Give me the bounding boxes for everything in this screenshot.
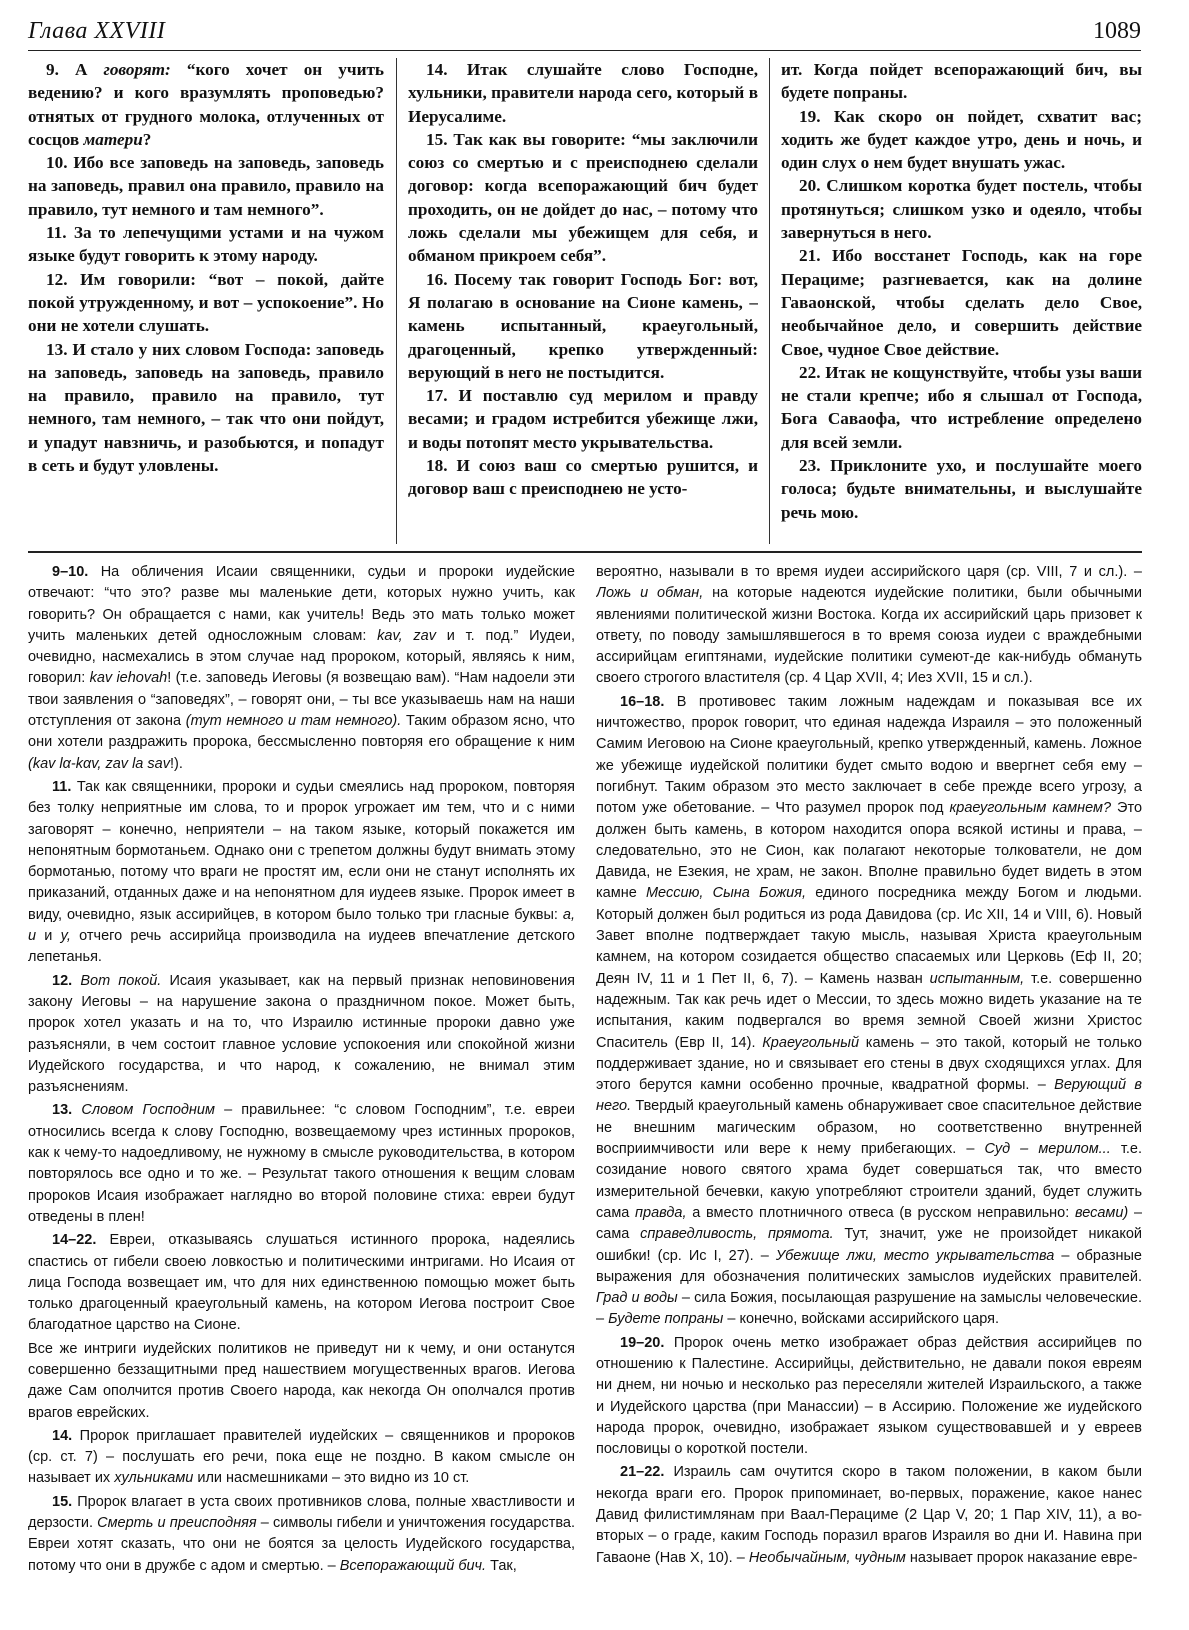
verse-number: 18. <box>426 456 448 476</box>
italic-text: правда, <box>635 1204 687 1221</box>
text-run: Все же интриги иудейских политиков не приведут ни к чему, и они останутся совершенно беззащитными пред нашествием могущественных врагов. Иегова даже Сам ополчится против Своего народа, как некогда Он ополчался против врагов еврейских. <box>28 1340 575 1421</box>
verse-number: 14–22. <box>52 1232 97 1249</box>
text-run: Как скоро он пойдет, схватит вас; ходить же будет каждое утро, день и ночь, и один слух о нем будет внушать ужас. <box>781 106 1142 173</box>
text-run: камень – это такой, который не только поддерживает здание, но и связывает его стены в двух сходящихся углах. Для этого берутся камни особенно прочные, квадратной формы. – <box>596 1034 1142 1094</box>
commentary-left-column <box>28 562 575 1622</box>
bible-column-2 <box>408 58 758 544</box>
italic-text: Краеугольный <box>762 1034 860 1051</box>
bible-text <box>28 58 1142 544</box>
text-run: т.е. совершенно надежным. Так как речь идет о Мессии, то здесь можно видеть указание на те испытания, каким подвергался во время земной Своей жизни Христос Спаситель (Евр II, 14). <box>596 970 1142 1051</box>
section-divider <box>28 551 1142 553</box>
italic-text: (kav lα-kαv, zav la sav <box>28 755 170 772</box>
text-run: а вместо плотничного отвеса (в русском неправильно: <box>686 1204 1075 1221</box>
text-run: Ибо все заповедь на заповедь, заповедь на заповедь, правил она правило, правило на правило, тут немного и там немного”. <box>28 153 384 219</box>
italic-text: kav, zav <box>377 627 436 644</box>
paragraph <box>28 1230 575 1336</box>
italic-text: весами) <box>1074 1204 1129 1221</box>
italic-text: Всепоражающий бич. <box>339 1557 487 1574</box>
text-run: Таким образом ясно, что они хотели раздражить пророка, бессмысленно повторяя его обращение к ним <box>28 713 575 751</box>
text-run: Итак слушайте слово Господне, хульники, правители народа сего, который в Иерусалиме. <box>408 60 758 126</box>
paragraph <box>28 268 384 338</box>
paragraph <box>28 971 575 1099</box>
italic-text: хульниками <box>114 1470 194 1487</box>
verse-number: 15. <box>52 1493 73 1510</box>
text-run: и т. под.” Иудеи, очевидно, насмехались в этом случае над пророком, который, являясь к ним, говорил: <box>28 627 575 687</box>
italic-text: kav iehovah <box>89 670 168 687</box>
text-run: В противовес таким ложным надеждам и показывая все их ничтожество, пророк говорит, что единая надежда Израиля – это положенный Самим Иеговою на Сионе краеугольный, крепко утвержденный, камень. Ложное же убежище иудейской политики будет смыто водою и ввергнет себя ему – погибнут. Таким образом это место заключает в себе прежде всего угрозу, а потом уже обетование. – Что разумел пророк под <box>596 693 1142 817</box>
running-header <box>28 16 1141 51</box>
text-run: Евреи, отказываясь слушаться истинного пророка, надеялись спастись от гибели своею ловкостью и политическими интригами. Но Исаия от лица Господа возвещает им, что для них единственною помощью может быть только драгоценный краеугольный камень, на котором Иегова построит Свое благодатное царство на Сионе. <box>28 1232 575 1334</box>
text-run: – правильнее: “с словом Господним”, т.е. евреи относились всегда к слову Господню, возвещаемому чрез истинных пророков, как к чему-то надоедливому, не нужному в смысле руководительства, в котором повторялось все одно и то же. – Результат такого отношения к вещим словам пророков Исаия изображает наглядно во второй половине стиха: евреи будут отведены в плен! <box>28 1102 575 1225</box>
italic-text: краеугольным камнем? <box>949 800 1112 817</box>
text-run: Так как вы говорите: “мы заключили союз со смертью и с преисподнею сделали договор: когда всепоражающий бич будет проходить, он не дойдет до нас, – потому что ложь сделали мы убежищем для себя, и обманом прикроем себя”. <box>408 129 758 266</box>
text-run: !). <box>169 755 183 772</box>
verse-number: 10. <box>46 153 68 173</box>
verse-number: 19–20. <box>620 1334 665 1351</box>
verse-number: 21. <box>799 246 821 266</box>
italic-text: Будете попраны <box>608 1311 724 1328</box>
italic-text: справедливость, прямота. <box>640 1226 834 1243</box>
italic-text: у, <box>60 928 71 945</box>
paragraph <box>408 128 758 268</box>
verse-number: 13. <box>46 339 68 359</box>
commentary-right-column <box>596 562 1142 1622</box>
paragraph <box>781 174 1142 244</box>
italic-text: а, и <box>28 906 575 945</box>
paragraph <box>781 58 1142 105</box>
text-run: Приклоните ухо, и послушайте моего голоса; будьте внимательны, и выслушайте речь мою. <box>781 456 1142 522</box>
text-run: Пророк влагает в уста своих противников слова, полные хвастливости и дерзости. <box>28 1493 575 1532</box>
column-divider <box>396 58 397 544</box>
text-run: ит. Когда пойдет всепоражающий бич, вы будете попраны. <box>781 60 1142 103</box>
italic-text: испытанным, <box>929 970 1025 987</box>
text-run: ? <box>142 129 152 149</box>
text-run: т.е. созидание нового святого храма будет совершаться так, что вместо измерительной бечевки, какую употребляют строители зданий, будет служить сама <box>596 1141 1142 1221</box>
paragraph <box>781 454 1142 524</box>
text-run <box>72 1102 81 1118</box>
text-run: Израиль сам очутится скоро в таком положении, в каком были некогда враги его. Пророк припоминает, во-первых, поражение, какое нанес Давид филистимлянам при Ваал-Перациме (2 Цар V, 20; 1 Пар XIV, 11), а во-вторых – о граде, каким Господь поразил врагов Израиля во дни И. Навина при Гаваоне (Нав X, 10). – <box>596 1464 1142 1566</box>
bible-column-1 <box>28 58 384 544</box>
italic-text: Суд – мерилом... <box>984 1141 1111 1158</box>
paragraph <box>596 562 1142 690</box>
text-run: Исаия указывает, как на первый признак неповиновения закону Иеговы – на нарушение закона о праздничном покое. Может быть, пророк хотел указать и на то, что Израилю истинные пророки давно уже разъясняли, в чем состоит главное условие успокоения или спокойной жизни Иудейского государства, и что народ, к сожалению, не внимал этим разъяснениям. <box>28 972 575 1096</box>
verse-number: 23. <box>799 456 821 476</box>
italic-text: (тут немного и там немного). <box>185 713 402 730</box>
verse-number: 15. <box>426 129 448 149</box>
paragraph <box>28 1339 575 1424</box>
text-run: Пророк приглашает правителей иудейских – священников и пророков (ср. ст. 7) – послушать его речи, пока еще не поздно. В каком смысле он называет их <box>28 1427 575 1487</box>
paragraph <box>781 105 1142 175</box>
paragraph <box>408 58 758 128</box>
text-run: Им говорили: “вот – покой, дайте покой утружденному, и вот – успокоение”. Но они не хотели слушать. <box>28 269 384 336</box>
paragraph <box>28 1100 575 1228</box>
paragraph <box>28 1426 575 1490</box>
text-run: Твердый краеугольный камень обнаруживает свое спасительное действие не внешним магическим образом, но соответственно внутренней восприимчивости или вере к нему прибегающих. – <box>596 1098 1142 1158</box>
text-run: единого посредника между Богом и людьми. Который должен был родиться из рода Давидова (ср. Ис XII, 14 и VIII, 6). Новый Завет вполне подтверждает такую мысль, называя Христа краеугольным камнем, на котором созидается общество спасаемых или Церковь (Еф II, 20; Деян IV, 11 и 1 Пет II, 6, 7). – Камень назван <box>596 885 1142 987</box>
text-run: и <box>36 928 61 945</box>
text-run: И поставлю суд мерилом и правду весами; и градом истребится убежище лжи, и воды потопят место укрывательства. <box>408 386 758 452</box>
italic-text: Убежище лжи, место укрывательства <box>775 1247 1055 1264</box>
text-run: Ибо восстанет Господь, как на горе Перациме; разгневается, как на долине Гаваонской, чтобы сделать дело Свое, необычайное дело, и совершить действие Свое, чудное Свое действие. <box>781 246 1142 359</box>
paragraph <box>28 777 575 969</box>
paragraph <box>408 268 758 384</box>
text-run: На обличения Исаии священники, судьи и пророки иудейские отвечают: “что это? разве мы маленькие дети, которых нужно учить, как говорить? Он обращается с нами, как учитель! Ведь это мать только может учить маленьких детей односложным словам: <box>28 564 575 644</box>
paragraph <box>28 338 384 478</box>
page-number: 1089 <box>1093 18 1141 44</box>
text-run: Тут, значит, уже не произойдет никакой ошибки! (ср. Ис I, 27). – <box>596 1226 1142 1264</box>
italic-text: Вот покой. <box>80 972 162 989</box>
italic-text: говорят: <box>103 60 171 79</box>
verse-number: 16–18. <box>620 693 665 710</box>
paragraph <box>408 384 758 454</box>
text-run: Слишком коротка будет постель, чтобы протянуться; слишком узко и одеяло, чтобы завернуться в него. <box>781 176 1142 243</box>
paragraph <box>596 692 1142 1331</box>
text-run: Посему так говорит Господь Бог: вот, Я полагаю в основание на Сионе камень, – камень испытанный, краеугольный, драгоценный, крепко утвержденный: верующий в него не постыдится. <box>408 269 758 382</box>
text-run: “кого хочет он учить ведению? и кого вразумлять проповедью? отнятых от грудного молока, отлученных от сосцов <box>28 60 384 149</box>
text-run: называет пророк наказание евре- <box>905 1549 1138 1566</box>
text-run: – символы гибели и уничтожения государства. Евреи хотят сказать, что они не боятся за целость Иудейского государства, потому что они в дружбе с адом и смертью. – <box>28 1515 575 1574</box>
italic-text: Ложь и обман, <box>596 585 704 602</box>
paragraph <box>596 1462 1142 1568</box>
text-run: вероятно, называли в то время иудеи ассирийского царя (ср. VIII, 7 и сл.). – <box>596 564 1142 580</box>
verse-number: 13. <box>52 1102 73 1119</box>
text-run: – конечно, войсками ассирийского царя. <box>723 1311 1000 1328</box>
paragraph <box>408 454 758 501</box>
italic-text: Мессию, Сына Божия, <box>645 885 807 902</box>
verse-number: 11. <box>46 223 67 243</box>
chapter-title: Глава XXVIII <box>28 18 166 44</box>
italic-text: Необычайным, чудным <box>748 1549 906 1566</box>
verse-number: 9–10. <box>52 564 89 580</box>
text-run: Так, <box>486 1557 517 1574</box>
verse-number: 12. <box>46 269 68 289</box>
text-run: отчего речь ассирийца производила на иудеев впечатление детского лепетанья. <box>28 928 575 966</box>
paragraph <box>596 1333 1142 1461</box>
text-run: – сила Божия, посылающая разрушение на замыслы человеческие. – <box>596 1290 1142 1328</box>
text-run: И стало у них словом Господа: заповедь на заповедь, заповедь на заповедь, правило на правило, правило на правило, тут немного, там немного, – так что они пойдут, и упадут навзничь, и разобьются, и попадут в сеть и будут уловлены. <box>28 339 384 476</box>
text-run: Это должен быть камень, в котором находится опора всякой истины и права, – следовательно, это не Сион, как полагают некоторые толкователи, не дом Давида, не Езекия, не храм, не закон. Вполне правильно будет видеть в этом камне <box>596 800 1142 902</box>
text-run: Итак не кощунствуйте, чтобы узы ваши не стали крепче; ибо я слышал от Господа, Бога Саваофа, что истребление определено для всей земли. <box>781 362 1142 452</box>
text-run: А <box>58 60 104 79</box>
paragraph <box>28 221 384 268</box>
paragraph <box>28 562 575 775</box>
verse-number: 11. <box>52 778 72 795</box>
paragraph <box>28 151 384 221</box>
verse-number: 22. <box>799 362 821 382</box>
verse-number: 20. <box>799 176 821 196</box>
text-run: За то лепечущими устами и на чужом языке будут говорить к этому народу. <box>28 223 384 266</box>
text-run: Пророк очень метко изображает образ действия ассирийцев по отношению к Палестине. Ассирийцы, действительно, не давали покоя евреям ни днем, ни ночью и несколько раз переселяли жителей Израильского, а также и Иудейского царства (при Манассии) – в Ассирию. Положение же иудейского народа пророк, очевидно, изображает языком существовавшей и у евреев пословицы о короткой постели. <box>596 1334 1142 1458</box>
verse-number: 9. <box>46 60 59 79</box>
italic-text: Град и воды <box>596 1290 678 1307</box>
verse-number: 12. <box>52 972 73 989</box>
italic-text: Смерть и преисподняя <box>97 1515 257 1532</box>
verse-number: 14. <box>426 60 448 79</box>
verse-number: 14. <box>52 1427 73 1444</box>
paragraph <box>781 361 1142 454</box>
text-run: на которые надеются иудейские политики, были обычными явлениями политической жизни Востока. Когда их ассирийский царь призовет к ответу, по поводу замышлявшегося в то время союза иудеи с враждебными ассирийцам египтянами, иудейские политики сумеют-де как-нибудь обмануть своего строгого властителя (ср. 4 Цар XVII, 4; Иез XVII, 15 и сл.). <box>596 585 1142 687</box>
text-run: И союз ваш со смертью рушится, и договор ваш с преисподнею не усто- <box>408 456 758 499</box>
paragraph <box>28 1492 575 1577</box>
text-run: или насмешниками – это видно из 10 ст. <box>193 1470 470 1487</box>
verse-number: 17. <box>426 386 448 406</box>
text-run: – образные выражения для обозначения политических замыслов иудейских правителей. <box>596 1247 1142 1285</box>
text-run: ! (т.е. заповедь Иеговы (я возвещаю вам). “Нам надоели эти твои заявления о “заповедях”, – говорят они, – ты все указываешь нам на наши отступления от закона <box>28 670 575 730</box>
verse-number: 19. <box>799 106 821 126</box>
italic-text: Словом Господним <box>81 1102 215 1119</box>
italic-text: матери <box>83 129 143 149</box>
text-run: Так как священники, пророки и судьи смеялись над пророком, повторяя без толку неприятные им слова, то и пророк угрожает им тем, что и с ними заговорят – конечно, неприятели – на таком языке, который покажется им непонятным бормотаньем. Однако они с трепетом должны будут внимать этому бормотанью, потому что враги не простят им, если они не станут исполнять их приказаний, отданных даже и на непонятном для иудеев языке. Пророк имеет в виду, очевидно, язык ассирийцев, в котором было только три гласные буквы: <box>28 778 575 923</box>
verse-number: 16. <box>426 269 448 289</box>
paragraph <box>28 58 384 151</box>
verse-number: 21–22. <box>620 1464 665 1481</box>
text-run: – сама <box>596 1204 1142 1243</box>
bible-column-3 <box>781 58 1142 544</box>
paragraph <box>781 244 1142 360</box>
italic-text: Верующий в него. <box>596 1077 1142 1115</box>
column-divider <box>769 58 770 544</box>
